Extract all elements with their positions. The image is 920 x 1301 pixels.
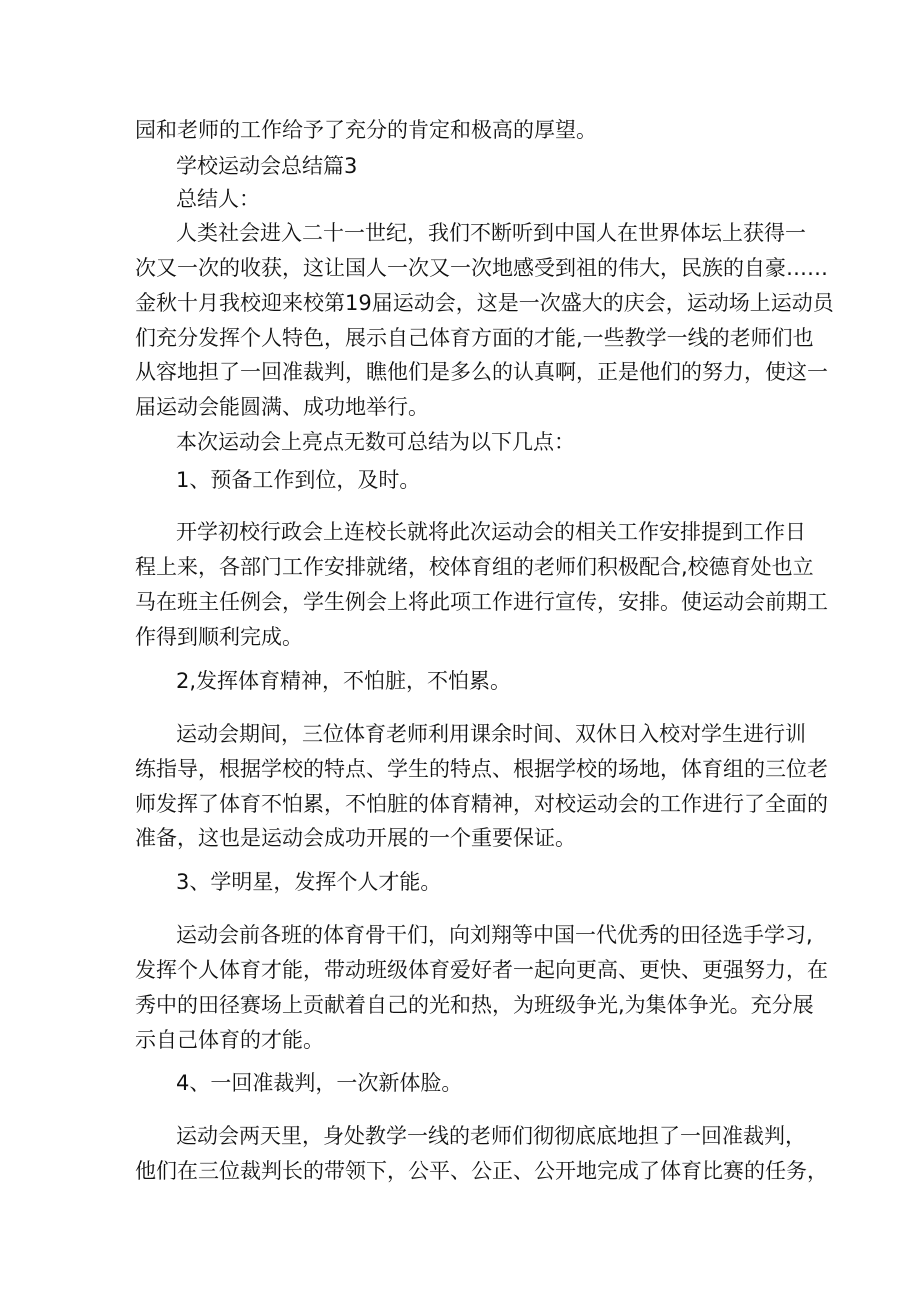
list-heading: 3、学明星，发挥个人才能。 xyxy=(176,870,442,894)
text-line: 准备，这也是运动会成功开展的一个重要保证。 xyxy=(135,826,576,850)
text-line: 秀中的田径赛场上贡献着自己的光和热，为班级争光,为集体争光。充分展 xyxy=(135,993,814,1017)
text-line: 发挥个人体育才能，带动班级体育爱好者一起向更高、更快、更强努力，在 xyxy=(135,958,828,982)
text-line: 练指导，根据学校的特点、学生的特点、根据学校的场地，体育组的三位老 xyxy=(135,757,828,781)
list-heading: 4、一回准裁判，一次新体脸。 xyxy=(176,1071,463,1095)
text-line: 们充分发挥个人特色，展示自己体育方面的才能,一些教学一线的老师们也 xyxy=(135,326,814,350)
text-line: 马在班主任例会，学生例会上将此项工作进行宣传，安排。使运动会前期工 xyxy=(135,590,828,614)
text-line: 人类社会进入二十一世纪，我们不断听到中国人在世界体坛上获得一 xyxy=(176,221,806,245)
text-line: 园和老师的工作给予了充分的肯定和极高的厚望。 xyxy=(135,118,597,142)
text-line: 从容地担了一回准裁判，瞧他们是多么的认真啊，正是他们的努力，使这一 xyxy=(135,360,828,384)
text-line: 运动会两天里，身处教学一线的老师们彻彻底底地担了一回准裁判， xyxy=(176,1124,806,1148)
text-line: 运动会前各班的体育骨干们，向刘翔等中国一代优秀的田径选手学习, xyxy=(176,923,813,947)
list-heading: 1、预备工作到位，及时。 xyxy=(176,468,421,492)
text-line: 师发挥了体育不怕累，不怕脏的体育精神，对校运动会的工作进行了全面的 xyxy=(135,792,828,816)
text-line: 开学初校行政会上连校长就将此次运动会的相关工作安排提到工作日 xyxy=(176,520,806,544)
text-line: 示自己体育的才能。 xyxy=(135,1028,324,1052)
text-line: 程上来，各部门工作安排就绪，校体育组的老师们积极配合,校德育处也立 xyxy=(135,555,814,579)
text-line: 本次运动会上亮点无数可总结为以下几点： xyxy=(176,430,575,454)
text-line: 届运动会能圆满、成功地举行。 xyxy=(135,395,429,419)
text-line: 金秋十月我校迎来校第19届运动会，这是一次盛大的庆会，运动场上运动员 xyxy=(135,291,834,315)
section-heading: 学校运动会总结篇3 xyxy=(176,154,358,178)
text-line: 他们在三位裁判长的带领下，公平、公正、公开地完成了体育比赛的任务， xyxy=(135,1159,828,1183)
author-label: 总结人： xyxy=(176,187,260,211)
text-line: 次又一次的收获，这让国人一次又一次地感受到祖的伟大，民族的自豪…… xyxy=(135,256,828,280)
text-line: 作得到顺利完成。 xyxy=(135,625,303,649)
text-line: 运动会期间，三位体育老师利用课余时间、双休日入校对学生进行训 xyxy=(176,722,806,746)
list-heading: 2,发挥体育精神，不怕脏，不怕累。 xyxy=(176,669,512,693)
